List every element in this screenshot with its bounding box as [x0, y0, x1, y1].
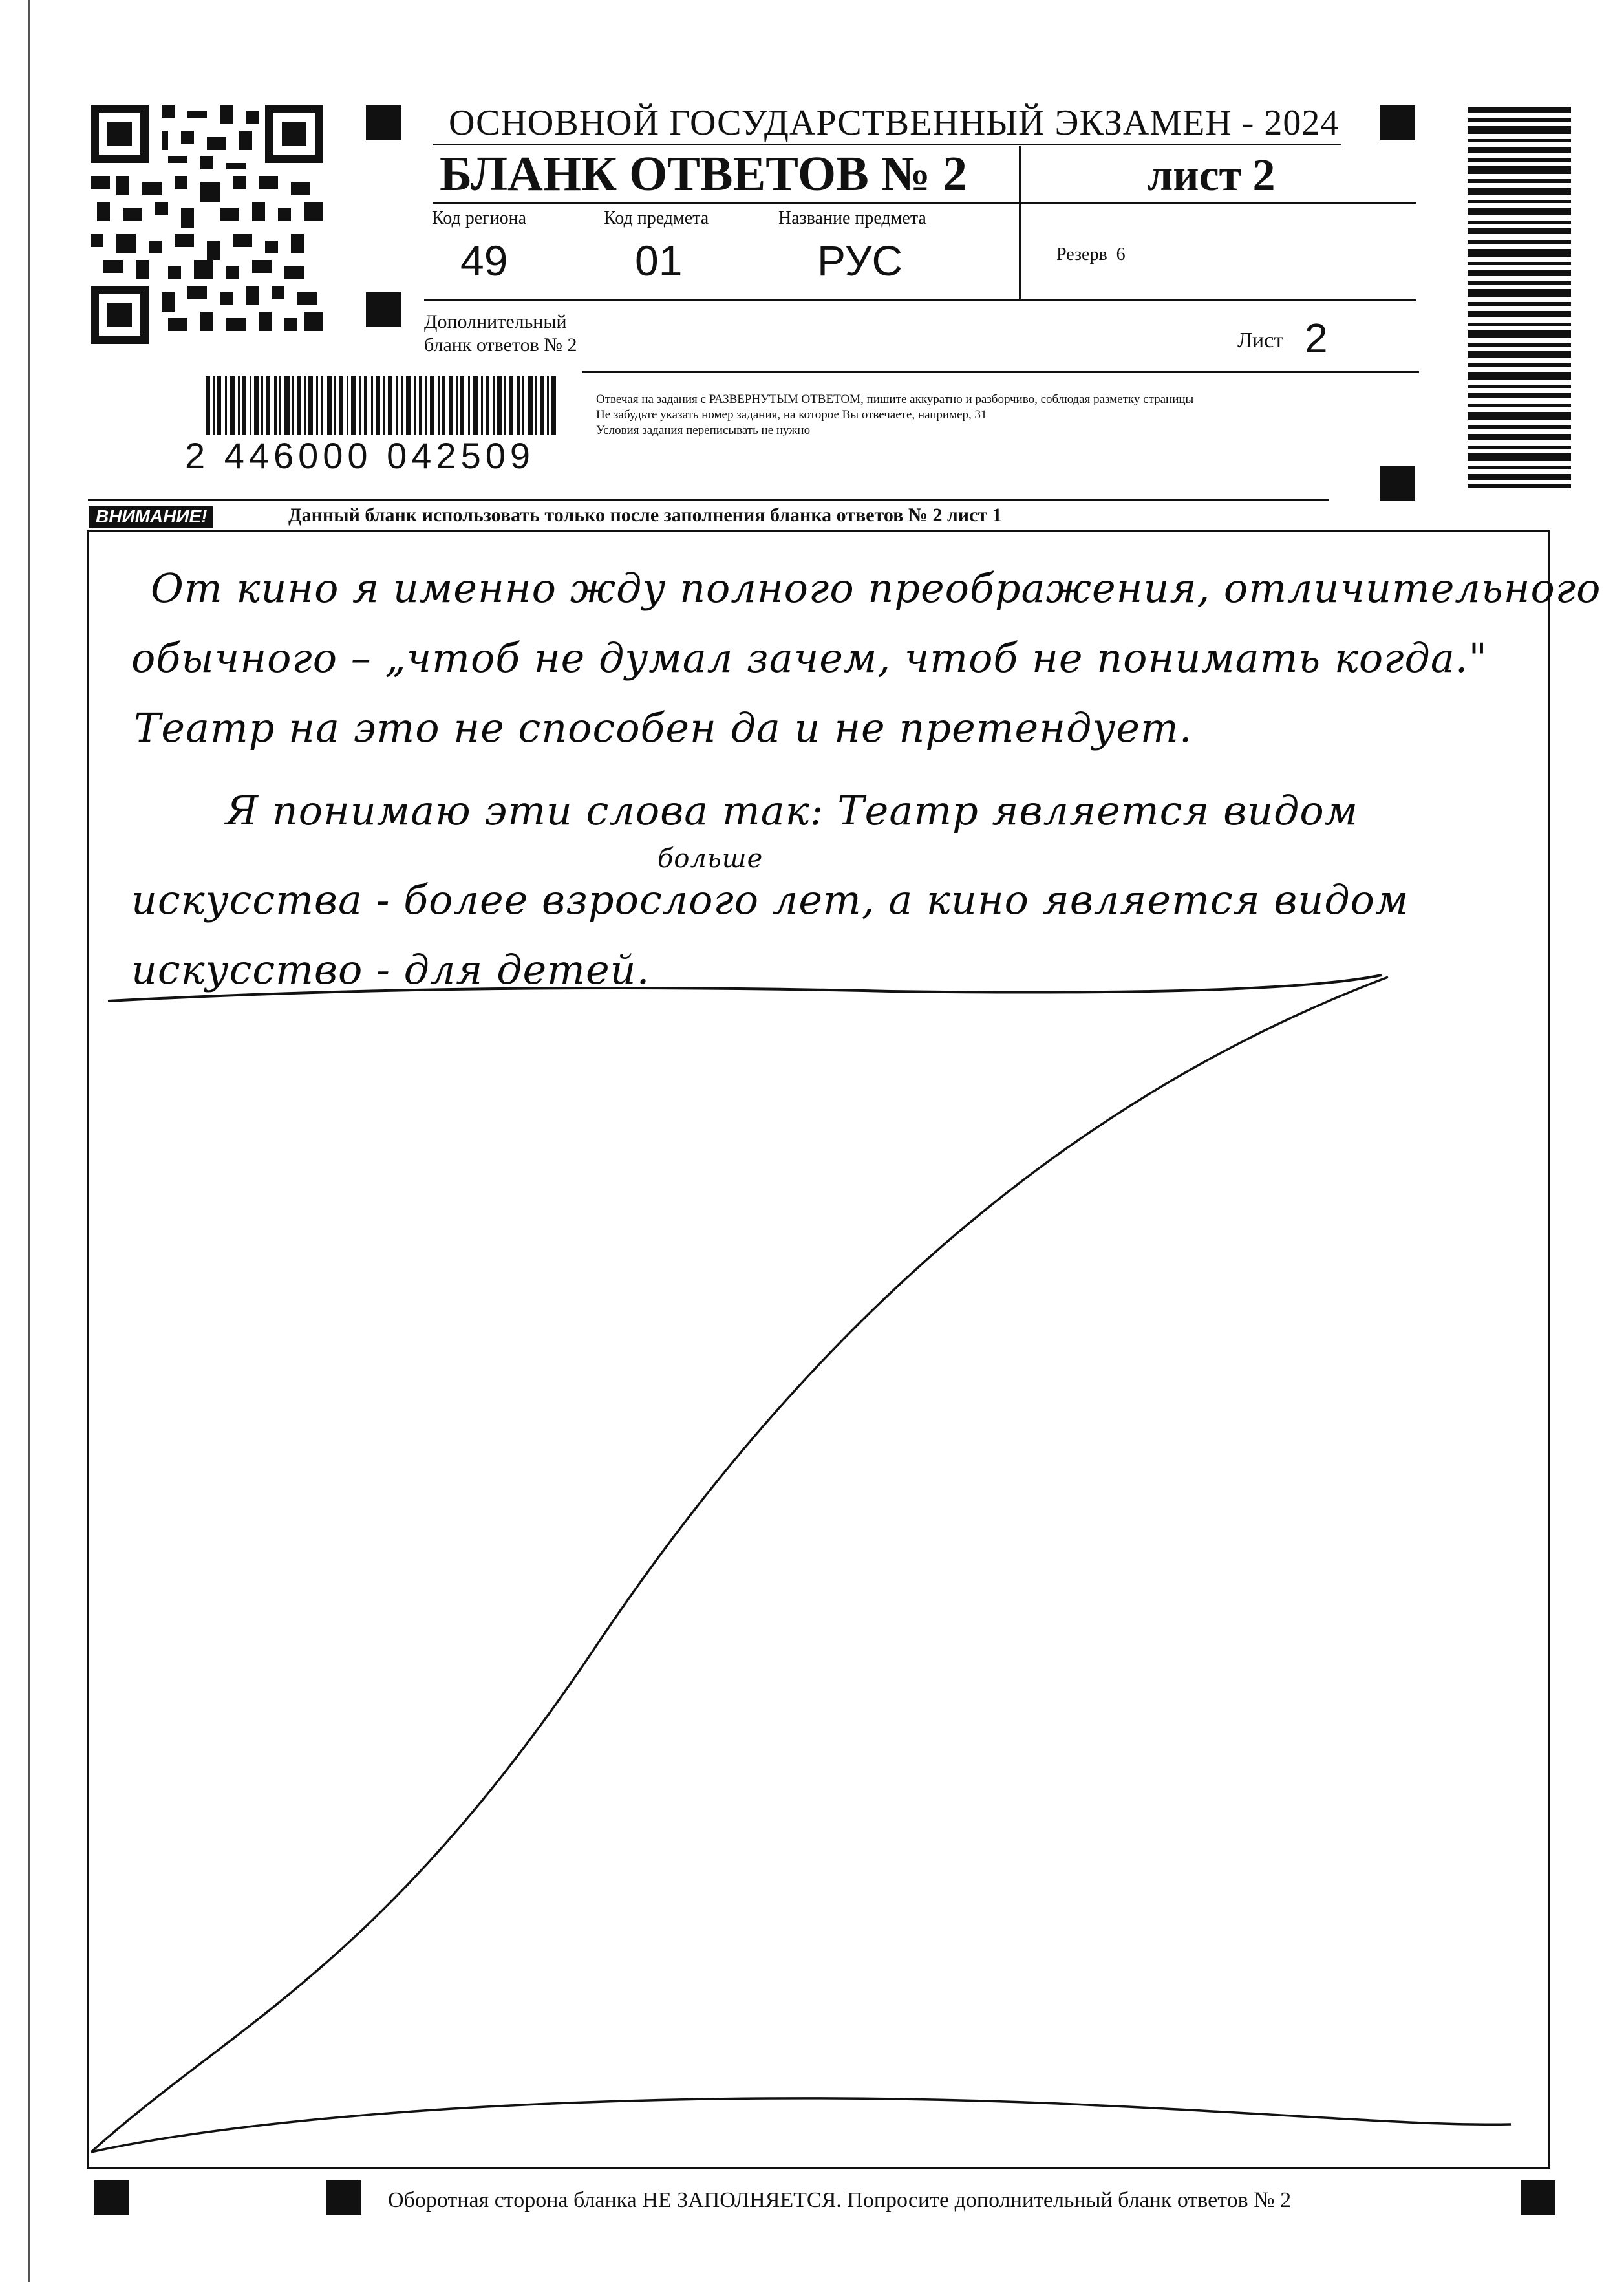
- additional-form-line1: Дополнительный: [424, 311, 567, 332]
- reserve-label: Резерв 6: [1056, 244, 1126, 264]
- scan-edge: [28, 0, 30, 2282]
- registration-marker: [94, 2180, 129, 2215]
- sheet-number-label: Лист: [1237, 328, 1284, 352]
- subject-name-label: Название предмета: [778, 208, 926, 228]
- answer-line: Я понимаю эти слова так: Театр является видом: [226, 787, 1359, 834]
- answer-line: искусство - для детей.: [131, 946, 650, 993]
- answer-area: [87, 530, 1601, 2169]
- divider: [433, 202, 1416, 204]
- side-barcode: [1468, 107, 1571, 490]
- sheet-label: лист 2: [1148, 151, 1276, 200]
- instruction-2: Не забудьте указать номер задания, на которое Вы отвечаете, например, 31: [596, 408, 987, 422]
- footer-note: Оборотная сторона бланка НЕ ЗАПОЛНЯЕТСЯ. Попросите дополнительный бланк ответов № 2: [388, 2188, 1292, 2212]
- divider: [1019, 146, 1021, 299]
- form-title: БЛАНК ОТВЕТОВ № 2: [440, 147, 968, 201]
- instruction-1: Отвечая на задания с РАЗВЕРНУТЫМ ОТВЕТОМ, пишите аккуратно и разборчиво, соблюдая разметку страницы: [596, 393, 1194, 406]
- registration-marker: [366, 105, 401, 140]
- divider: [88, 499, 1329, 501]
- registration-marker: [326, 2180, 361, 2215]
- subject-code-label: Код предмета: [604, 208, 709, 228]
- region-code-label: Код региона: [432, 208, 527, 228]
- registration-marker: [1521, 2180, 1555, 2215]
- registration-marker: [1380, 466, 1415, 501]
- attention-badge: ВНИМАНИЕ!: [89, 506, 213, 528]
- region-code-value: 49: [460, 237, 508, 285]
- subject-code-value: 01: [635, 237, 683, 285]
- strike-through-mark: [89, 532, 1548, 2167]
- subject-name-value: РУС: [817, 237, 903, 285]
- answer-line: Театр на это не способен да и не претендует.: [134, 704, 1193, 751]
- additional-form-label: [424, 310, 577, 357]
- barcode-number: 2 446000 042509: [185, 435, 535, 476]
- barcode: [206, 376, 558, 435]
- attention-text: Данный бланк использовать только после заполнения бланка ответов № 2 лист 1: [288, 504, 1002, 526]
- instructions: [596, 392, 1193, 438]
- sheet-number-value: 2: [1305, 315, 1328, 361]
- answer-line: искусства - более взрослого лет, а кино является видом: [131, 876, 1409, 923]
- divider: [424, 299, 1416, 301]
- exam-title: ОСНОВНОЙ ГОСУДАРСТВЕННЫЙ ЭКЗАМЕН - 2024: [449, 103, 1340, 143]
- answer-line: От кино я именно жду полного преображения, отличительного: [151, 565, 1601, 612]
- title-underline: [433, 144, 1341, 145]
- answer-insertion: больше: [657, 844, 764, 874]
- divider: [582, 371, 1419, 373]
- registration-marker: [1380, 105, 1415, 140]
- additional-form-line2: бланк ответов № 2: [424, 334, 577, 356]
- instruction-3: Условия задания переписывать не нужно: [596, 424, 811, 437]
- registration-marker: [366, 292, 401, 327]
- qr-code: [91, 105, 323, 344]
- answer-line: обычного – „чтоб не думал зачем, чтоб не понимать когда.": [131, 634, 1488, 682]
